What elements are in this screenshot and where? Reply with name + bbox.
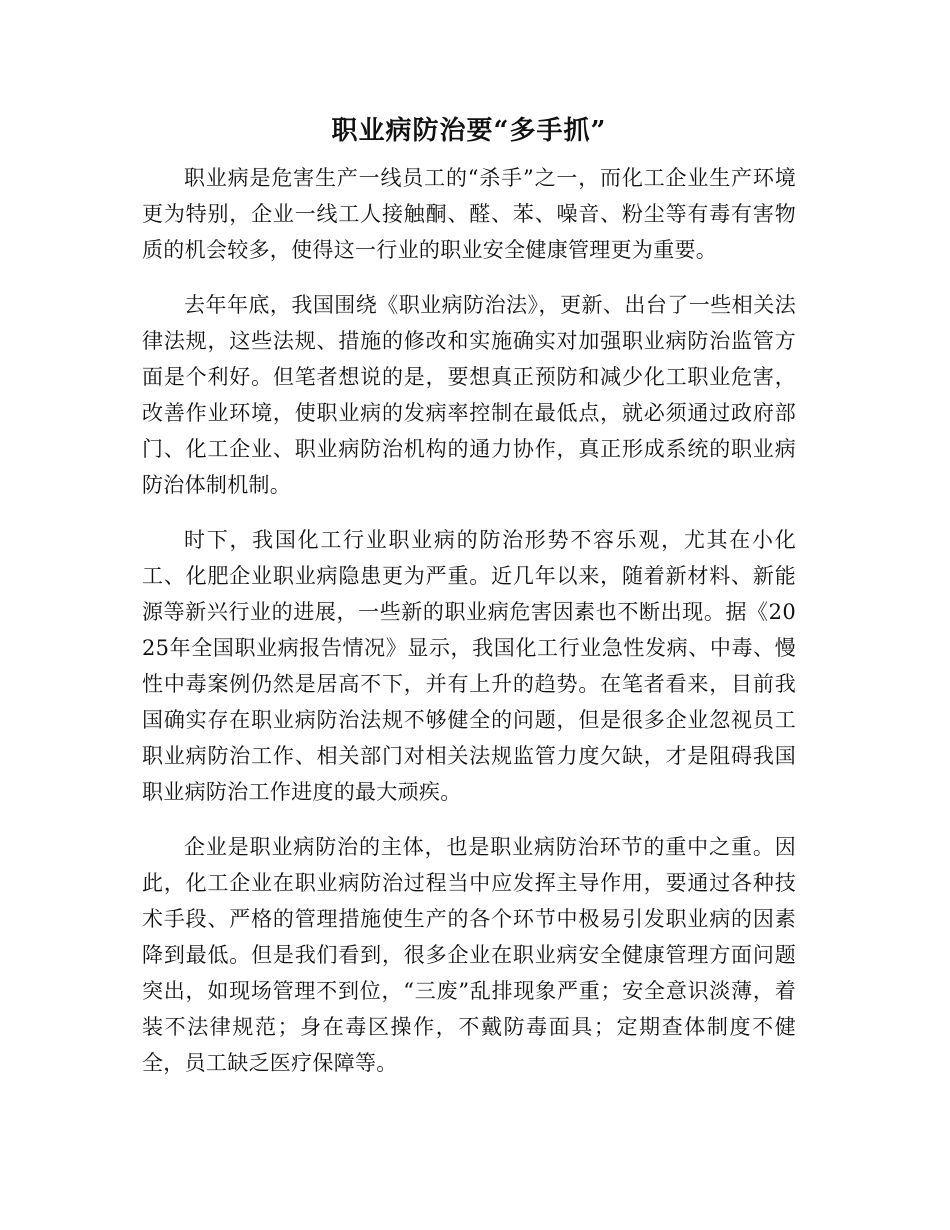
document-title: 职业病防治要“多手抓” [331,116,607,146]
paragraph-1: 职业病是危害生产一线员工的“杀手”之一，而化工企业生产环境更为特别，企业一线工人接触酮、醛、苯、噪音、粉尘等有毒有害物质的机会较多，使得这一行业的职业安全健康管理更为重要。 [142,166,796,262]
paragraph-2: 去年年底，我国围绕《职业病防治法》，更新、出台了一些相关法律法规，这些法规、措施的修改和实施确实对加强职业病防治监管方面是个利好。但笔者想说的是，要想真正预防和减少化工职业危害，改善作业环境，使职业病的发病率控制在最低点，就必须通过政府部门、化工企业、职业病防治机构的通力协作，真正形成系统的职业病防治体制机制。 [142,293,796,497]
paragraph-3: 时下，我国化工行业职业病的防治形势不容乐观，尤其在小化工、化肥企业职业病隐患更为严重。近几年以来，随着新材料、新能源等新兴行业的进展，一些新的职业病危害因素也不断出现。据《2025年全国职业病报告情况》显示，我国化工行业急性发病、中毒、慢性中毒案例仍然是居高不下，并有上升的趋势。在笔者看来，目前我国确实存在职业病防治法规不够健全的问题，但是很多企业忽视员工职业病防治工作、相关部门对相关法规监管力度欠缺，才是阻碍我国职业病防治工作进度的最大顽疾。 [142,528,796,804]
document-body [142,110,796,1100]
paragraph-4: 企业是职业病防治的主体，也是职业病防治环节的重中之重。因此，化工企业在职业病防治过程当中应发挥主导作用，要通过各种技术手段、严格的管理措施使生产的各个环节中极易引发职业病的因素降到最低。但是我们看到，很多企业在职业病安全健康管理方面问题突出，如现场管理不到位，“三废”乱排现象严重；安全意识淡薄，着装不法律规范；身在毒区操作，不戴防毒面具；定期查体制度不健全，员工缺乏医疗保障等。 [142,835,796,1075]
